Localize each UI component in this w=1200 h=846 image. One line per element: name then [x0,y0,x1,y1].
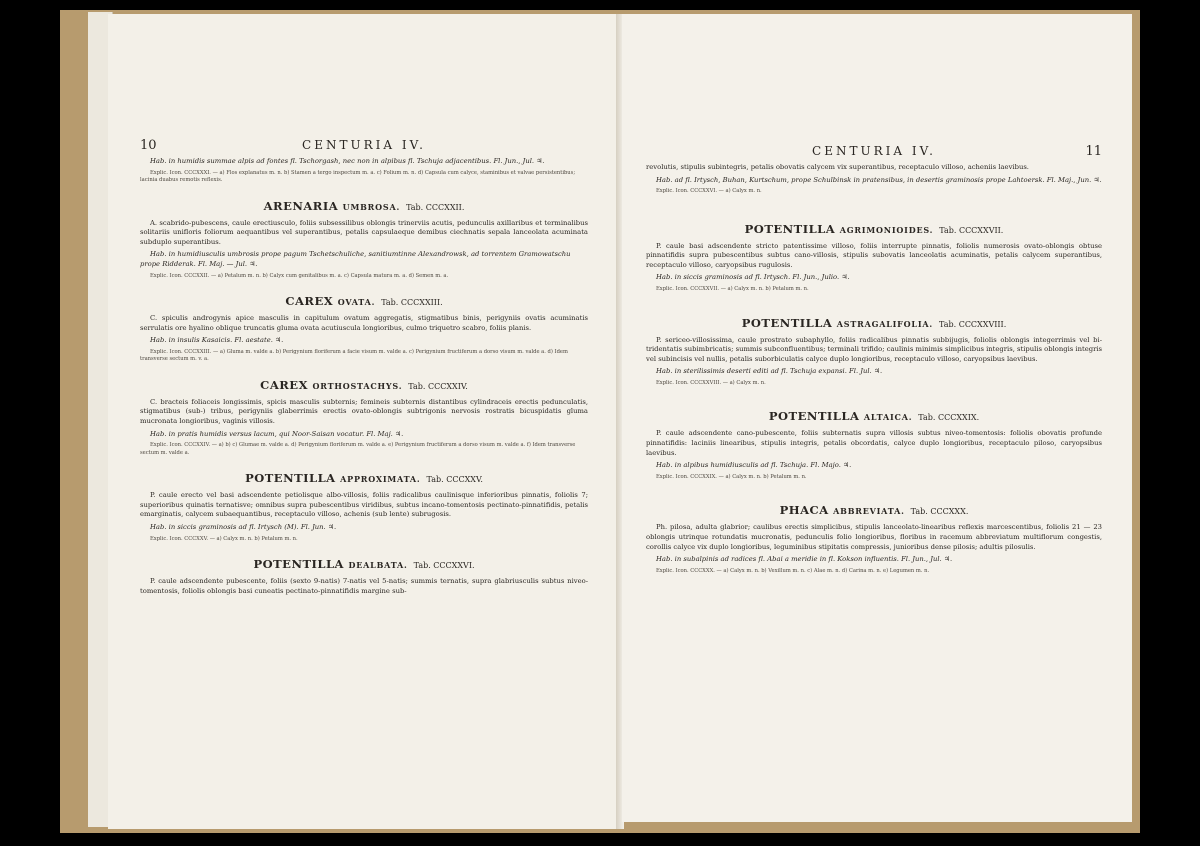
species-habitat: Hab. in alpibus humidiusculis ad fl. Tschuja. Fl. Majo. ♃. [656,461,852,470]
left-page [108,14,618,829]
species-explanation: Explic. Icon. CCCXXX. — a) Calyx m. n. b) Vexillum m. n. c) Alae m. n. d) Carina m. n. e) Legumen m. n. [656,567,930,574]
entry-potentilla-dealbata [140,557,588,596]
continued-description: revolutis, stipulis subintegris, petalis obovatis calycem vix superantibus, receptaculo villoso, acheniis laevibus. [646,163,1029,171]
species-explanation: Explic. Icon. CCCXXII. — a) Petalum m. n. b) Calyx cum genitalibus m. a. c) Capsula matura m. a. d) Semen m. a. [150,272,449,279]
species-habitat: Hab. in humidiusculis umbrosis prope pagum Tschetschuliche, sanitiumtinne Alexandrowsk, ad torrentem Gramowatschu prope Ridderak. Fl. Maj. — Jul. ♃. [140,250,571,268]
species-description: P. caule erecto vel basi adscendente petiolisque albo-villosis, foliis radicalibus caulinisque inferioribus pinnatis, foliolis 7; superioribus quinatis ternatisve; omnibus supra pubescentibus viridibus, subtus incano-tomentosis pectinato-pinnatifidis, petalis emarginatis, calycem subaequantibus, receptaculo villoso, achenis (sub lente) subrugosis. [140,491,588,519]
species-explanation: Explic. Icon. CCCXXIII. — a) Gluma m. valde a. b) Perigynium floriferum a facie visum m. valde a. c) Perigynium fructiferum a dorso visum m. valde a. d) Idem transverse sectum m. v. a. [140,348,568,363]
entry-potentilla-astragalifolia [646,316,1102,388]
species-habitat: Hab. in siccis graminosis ad fl. Irtysch. Fl. Jun., Julio. ♃. [656,273,850,282]
species-description: C. spiculis androgynis apice masculis in capitulum ovatum aggregatis, stigmatibus binis, perigyniis ovatis acuminatis serrulatis ore hyalino oblique truncatis gluma ovata acutiuscula longioribus, culmo triquetro scabro, foliis planis. [140,314,588,332]
continued-habitat: Hab. ad fl. Irtysch, Buhan, Kurtschum, prope Schulbinsk in pratensibus, in desertis graminosis prope Lahtoersk. Fl. Maj., Jun. ♃. [656,175,1102,184]
left-page-number: 10 [140,138,157,153]
species-heading: POTENTILLA ALTAICA. Tab. CCCXXIX. [768,409,980,424]
entry-phaca-abbreviata [646,503,1102,575]
species-explanation: Explic. Icon. CCCXXV. — a) Calyx m. n. b) Petalum m. n. [150,535,298,542]
species-description: P. sericeo-villosissima, caule prostrato subaphyllo, foliis radicalibus pinnatis subbijugis, foliolis oblongis integerrimis vel bi-tridentatis subimbricatis; summis subconfluentibus; terminali trifido; caulinis minimis simplicibus integris, stipulis oblongis integris vel subincisis vel nullis, petalis suborbiculatis calyce duplo longioribus, receptaculo villoso, caryopsibus laevibus. [646,335,1102,363]
left-page-content [108,14,618,829]
right-page-content [622,14,1132,822]
species-description: P. caule adscendente pubescente, foliis (sexto 9-natis) 7-natis vel 5-natis; summis ternatis, supra glabriusculis subtus niveo-tomentosis, foliolis oblongis basi cuneatis pectinato-pinnatifidis margine sub- [140,577,588,595]
species-habitat: Hab. in pratis humidis versus lacum, qui Noor-Saisan vocatur. Fl. Maj. ♃. [150,429,404,438]
entry-carex-ovata [140,294,588,364]
left-running-title: CENTURIA IV. [302,138,426,152]
right-running-head [646,144,1102,159]
species-habitat: Hab. in siccis graminosis ad fl. Irtysch (M). Fl. Jun. ♃. [150,523,337,531]
right-page [622,14,1132,822]
species-heading: POTENTILLA APPROXIMATA. Tab. CCCXXV. [245,471,483,486]
entry-arenaria-umbrosa [140,199,588,280]
species-heading: POTENTILLA ASTRAGALIFOLIA. Tab. CCCXXVIII. [741,315,1007,330]
continued-explanation: Explic. Icon. CCCXXVI. — a) Calyx m. n. [656,188,762,195]
entry-potentilla-altaica [646,409,1102,481]
species-habitat: Hab. in sterilissimis deserti editi ad fl. Tschuja expansi. Fl. Jul. ♃. [656,367,883,376]
species-heading: POTENTILLA AGRIMONIOIDES. Tab. CCCXXVII. [744,221,1004,236]
species-explanation: Explic. Icon. CCCXXVIII. — a) Calyx m. n. [656,379,766,386]
species-habitat: Hab. in insulis Kasaicis. Fl. aestate. ♃. [150,336,284,345]
intro-habitat: Hab. in humidis summae alpis ad fontes fl. Tschorgash, nec non in alpibus fl. Tschuja adjacentibus. Fl. Jun., Jul. ♃. [150,157,545,165]
species-explanation: Explic. Icon. CCCXXIV. — a) b) c) Glumae m. valde a. d) Perigynium floriferum m. valde a. e) Perigynium fructiferum a dorso visum m. valde a. f) Idem transverse sectum m. valde a. [140,442,576,456]
species-description: P. caule basi adscendente stricto patentissime villoso, foliis interrupte pinnatis, foliolis numerosis ovato-oblongis obtuse pinnatifidis supra pubescentibus subtus cano-villosis, stipulis subovatis lanceolatis acuminatis, petalis calycem superantibus, receptaculo villoso, caryopsibus rugulosis. [646,241,1102,269]
species-heading: CAREX OVATA. Tab. CCCXXIII. [285,294,443,309]
species-habitat: Hab. in subalpinis ad radices fl. Abai a meridie in fl. Kokson influentis. Fl. Jun., Jul. ♃. [656,555,953,564]
species-description: Ph. pilosa, adulta glabrior; caulibus erectis simplicibus, stipulis lanceolato-linearibus reflexis marcescentibus, foliolis 21 — 23 oblongis utrinque rotundatis mucronatis, pedunculis folio longioribus, floribus in racemum abbreviatum multiflorum congestis, corollis calyce vix duplo longioribus, leguminibus stipitatis compressis, junioribus dense pilosis; adultis pilosulis. [646,523,1102,551]
entry-potentilla-agrimonioides [646,222,1102,294]
species-explanation: Explic. Icon. CCCXXVII. — a) Calyx m. n. b) Petalum m. n. [656,286,809,293]
right-running-title: CENTURIA IV. [812,144,936,158]
species-heading: POTENTILLA DEALBATA. Tab. CCCXXVI. [253,557,475,572]
intro-explanation: Explic. Icon. CCCXXXI. — a) Flos explanatus m. n. b) Stamen a tergo inspectum m. a. c) Folium m. n. d) Capsula cum calyce, staminibus et valvae persistentibus; lacinia duabus remotis reflexis. [140,169,576,184]
species-heading: ARENARIA UMBROSA. Tab. CCCXXII. [263,198,465,213]
entry-carex-orthostachys [140,378,588,457]
species-description: A. scabrido-pubescens, caule erectiusculo, foliis subsessilibus oblongis trinerviis acutis, pedunculis axillaribus et terminalibus solitariis unifloris foliorum aequantibus vel superantibus, petalis capsulaeque demibus ciechnatis sepala lanceolata acuminata subduplo superantibus. [140,218,588,246]
entry-potentilla-approximata [140,471,588,543]
right-page-number: 11 [1085,144,1102,159]
left-running-head [140,138,588,153]
species-description: P. caule adscendente cano-pubescente, foliis subternatis supra villosis subtus niveo-tomentosis: foliolis obovatis profunde pinnatifidis: laciniis linearibus, stipulis integris, petalis obcordatis, calyce duplo longioribus, receptaculo piloso, caryopsibus laevibus. [646,429,1102,457]
species-description: C. bracteis foliaceis longissimis, spicis masculis subternis; femineis subternis distantibus cylindraceis erectis pedunculatis, stigmatibus (sub-) tribus, perigyniis glaberrimis erectis ovato-oblongis subtrigonis nervosis rostratis bicuspidatis gluma mucronata longioribus, vaginis villosis. [140,397,588,426]
species-heading: CAREX ORTHOSTACHYS. Tab. CCCXXIV. [260,377,468,392]
species-explanation: Explic. Icon. CCCXXIX. — a) Calyx m. n. b) Petalum m. n. [656,473,807,480]
species-heading: PHACA ABBREVIATA. Tab. CCCXXX. [779,503,969,518]
